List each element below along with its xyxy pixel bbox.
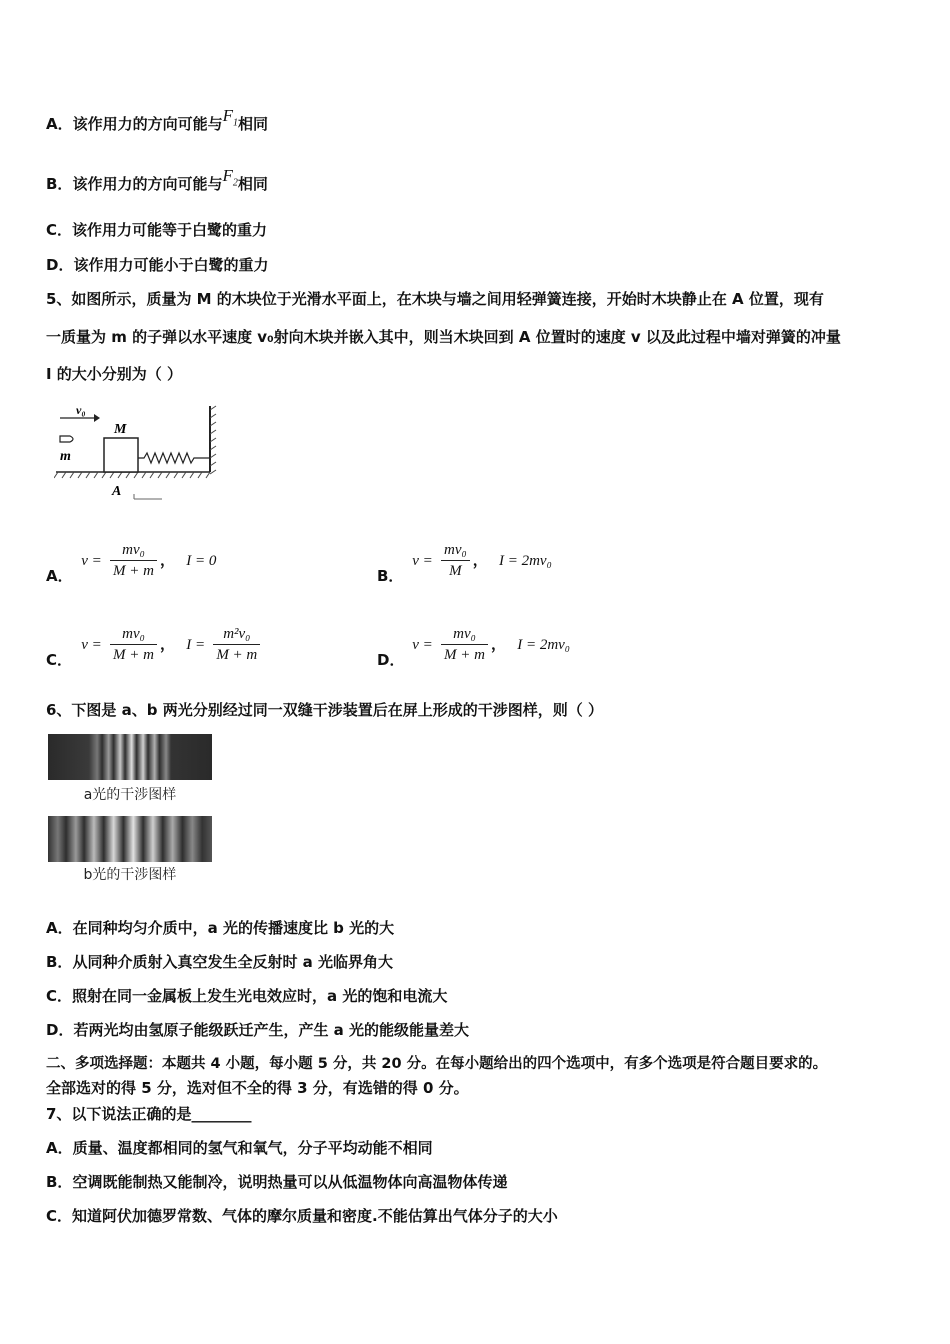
q7-option-c: C．知道阿伏加德罗常数、气体的摩尔质量和密度.不能估算出气体分子的大小 (46, 1207, 558, 1225)
caption-a: a光的干涉图样 (83, 787, 177, 803)
q5-option-b: B． v = $\frac{\text{mv₀}}{M}$ ， I = 2mv₀ (377, 542, 552, 585)
q5-figure (54, 402, 224, 504)
q6-stem: 6、下图是 a、b 两光分别经过同一双缝干涉装置后在屏上形成的干涉图样，则（ ） (46, 701, 603, 719)
fringe-pattern-b (48, 816, 212, 862)
q7-option-a: A．质量、温度都相同的氢气和氧气，分子平均动能不相同 (46, 1139, 433, 1157)
q6-option-c: C．照射在同一金属板上发生光电效应时，a 光的饱和电流大 (46, 987, 448, 1005)
q5-b-v-fraction: $\frac{\text{mv₀}}{M}$ (441, 540, 470, 581)
q5-stem-line1: 5、如图所示，质量为 M 的木块位于光滑水平面上，在木块与墙之间用轻弹簧连接，开始时木块静止在 A 位置，现有 (46, 290, 824, 308)
f1-symbol: $F_1$ (222, 106, 239, 129)
q4-option-d: D．该作用力可能小于白鹭的重力 (46, 256, 269, 274)
q7-stem: 7、以下说法正确的是________ (46, 1105, 252, 1123)
q4-option-a: A．该作用力的方向可能与$F_1$相同 (46, 106, 269, 133)
label-m-block: M (114, 422, 127, 437)
block-m (104, 438, 138, 472)
ground-hatch (54, 472, 210, 478)
q4-option-c: C．该作用力可能等于白鹭的重力 (46, 221, 268, 239)
q5-option-c: C． v = $\frac{\text{mv₀}}{M + m}$ ， I = $\frac{\text{m²v₀}}{M + m}$ (46, 624, 263, 665)
q5-a-v-fraction: $\frac{\text{mv₀}}{M + m}$ (110, 540, 157, 581)
velocity-arrowhead (94, 414, 100, 422)
q5-d-v-fraction: $\frac{\text{mv₀}}{M + m}$ (441, 624, 488, 665)
q7-option-b: B．空调既能制热又能制冷，说明热量可以从低温物体向高温物体传递 (46, 1173, 508, 1191)
spring (138, 453, 210, 463)
label-v0: v₀ (76, 403, 86, 417)
bullet (60, 436, 73, 442)
q6-option-d: D．若两光均由氢原子能级跃迁产生，产生 a 光的能级能量差大 (46, 1021, 470, 1039)
label-m-bullet: m (60, 449, 71, 464)
f2-symbol: $F_2$ (222, 166, 238, 189)
section2-line2: 全部选对的得 5 分，选对但不全的得 3 分，有选错的得 0 分。 (46, 1079, 469, 1097)
label-a-position: A (112, 484, 122, 499)
q6-option-a: A．在同种均匀介质中，a 光的传播速度比 b 光的大 (46, 919, 395, 937)
q4-option-b: B．该作用力的方向可能与$F_2$相同 (46, 166, 268, 193)
section2-line1: 二、多项选择题：本题共 4 小题，每小题 5 分，共 20 分。在每小题给出的四个选项中，有多个选项是符合题目要求的。 (46, 1056, 828, 1072)
q5-stem-line3: I 的大小分别为（ ） (46, 365, 183, 383)
caption-b: b光的干涉图样 (83, 867, 177, 883)
q5-stem-line2: 一质量为 m 的子弹以水平速度 v₀射向木块并嵌入其中，则当木块回到 A 位置时的速度 v 以及此过程中墙对弹簧的冲量 (46, 328, 841, 346)
q5-option-a: A． v = $\frac{\text{mv₀}}{M + m}$ ， I = 0 (46, 542, 217, 585)
q5-c-v-fraction: $\frac{\text{mv₀}}{M + m}$ (110, 624, 157, 665)
fringe-pattern-a (48, 734, 212, 780)
q5-c-i-fraction: $\frac{\text{m²v₀}}{M + m}$ (213, 624, 260, 665)
q5-option-d: D． v = $\frac{\text{mv₀}}{M + m}$ ， I = 2mv₀ (377, 626, 571, 669)
q6-option-b: B．从同种介质射入真空发生全反射时 a 光临界角大 (46, 953, 394, 971)
